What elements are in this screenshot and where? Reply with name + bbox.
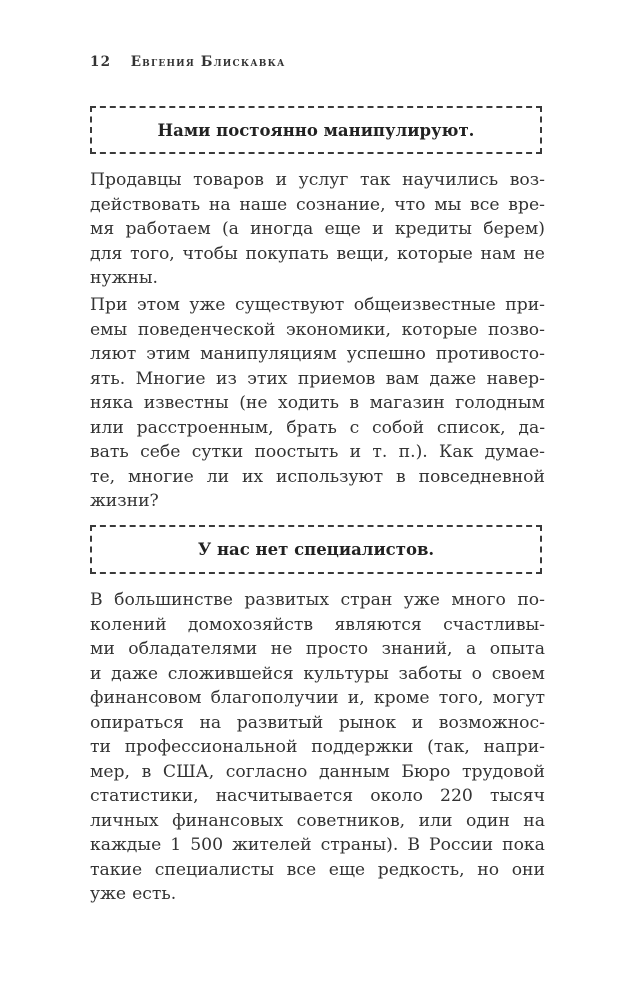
callout-heading-manipulation (90, 106, 542, 154)
word: знаний, (381, 639, 453, 659)
word: опыта (489, 639, 545, 659)
word: себе (140, 442, 181, 462)
callout-heading-text: У нас нет специалистов. (197, 540, 435, 559)
word: жителей (232, 835, 312, 855)
word: воз- (509, 170, 545, 190)
word: чтобы (182, 243, 238, 264)
text-line (90, 342, 545, 367)
word: этих (247, 368, 288, 389)
word: при- (505, 295, 545, 315)
word: п.). (398, 442, 428, 462)
word: известны (143, 393, 229, 413)
word: вам (385, 368, 420, 389)
running-header (90, 54, 286, 70)
word: и (90, 663, 102, 684)
word: собой (371, 417, 425, 438)
word: в (349, 393, 360, 413)
word: ти (90, 737, 111, 757)
word: насчитывается (215, 786, 354, 806)
word: и (372, 219, 384, 239)
word: еще (328, 859, 366, 880)
text-line (90, 809, 545, 834)
word: ляют (90, 344, 137, 364)
word: сутки (191, 442, 244, 462)
text-line (90, 416, 545, 441)
word: в (141, 761, 152, 782)
text-line (90, 193, 545, 218)
word: кроме (373, 688, 430, 708)
word: но (477, 859, 500, 880)
word: своем (491, 663, 545, 684)
word: даже (111, 663, 158, 684)
word: могут (492, 688, 545, 708)
word: расстроенным, (136, 417, 274, 438)
word: которые (396, 243, 473, 264)
word: В (407, 835, 420, 855)
word: возможнос- (438, 712, 545, 733)
word: жизни? (90, 491, 159, 511)
text-line (90, 662, 545, 687)
word: напри- (483, 737, 545, 757)
paragraph-developed-countries (90, 588, 545, 907)
word: (так, (427, 737, 470, 757)
word: счастливы- (443, 614, 545, 635)
word: и (349, 442, 362, 462)
word: сознание, (295, 194, 386, 215)
word: большинстве (114, 590, 233, 610)
word: думае- (484, 442, 545, 462)
word: являются (334, 614, 422, 635)
word: Как (439, 442, 474, 462)
word: США, (162, 761, 215, 782)
text-line (90, 367, 545, 392)
page-number: 12 (90, 54, 112, 70)
word: трудовой (461, 761, 545, 782)
word: действовать (90, 194, 201, 215)
word: ять. (90, 368, 126, 389)
text-line (90, 784, 545, 809)
word: пока (502, 835, 545, 855)
word: товаров (193, 170, 264, 190)
word: нам (480, 243, 516, 264)
word: Продавцы (90, 170, 182, 190)
word: тысяч (489, 786, 545, 806)
word: а (466, 639, 477, 659)
word: используют (276, 466, 384, 487)
word: один (465, 810, 510, 831)
word: В (90, 590, 103, 610)
word: колений (90, 614, 167, 635)
word: да- (518, 417, 545, 438)
word: заботы (398, 663, 462, 684)
text-line (90, 637, 545, 662)
word: 1 (170, 835, 182, 855)
word: благополучии (210, 688, 339, 708)
word: в (396, 466, 406, 487)
word: еще (324, 219, 361, 239)
paragraph-behavioral-economics (90, 293, 545, 514)
word: научились (402, 170, 499, 190)
word: о (471, 663, 483, 684)
word: Бюро (401, 761, 451, 782)
text-line (90, 293, 545, 318)
text-line (90, 882, 545, 907)
text-line (90, 391, 545, 416)
word: иногда (250, 219, 314, 239)
word: не (270, 639, 293, 659)
word: емы (90, 319, 128, 340)
word: берем) (483, 219, 545, 239)
word: около (370, 786, 423, 806)
word: ходить (278, 393, 339, 413)
text-line (90, 168, 545, 193)
word: и, (347, 688, 365, 708)
word: общеизвестные (353, 295, 496, 315)
text-line (90, 440, 545, 465)
word: многие (128, 466, 194, 487)
word: согласно (225, 761, 308, 782)
word: каждые (90, 835, 162, 855)
word: обладателями (128, 639, 258, 659)
word: список, (436, 417, 506, 438)
word: мя (90, 219, 115, 239)
word: няка (90, 393, 134, 413)
word: развитых (244, 590, 330, 610)
word: опираться (90, 712, 184, 733)
word: финансовых (172, 810, 284, 831)
word: такие (90, 859, 143, 880)
word: При (90, 295, 128, 315)
word: данным (318, 761, 390, 782)
word: рынок (338, 712, 397, 733)
text-line (90, 711, 545, 736)
word: т. (372, 442, 388, 462)
word: брать (286, 417, 337, 438)
word: много (451, 590, 506, 610)
word: 500 (190, 835, 224, 855)
word: России (429, 835, 494, 855)
word: на (199, 712, 222, 733)
word: успешно (346, 344, 426, 364)
word: на (208, 194, 231, 215)
word: так (360, 170, 391, 190)
text-line (90, 760, 545, 785)
word: советников, (296, 810, 406, 831)
word: приемов (297, 368, 376, 389)
word: для (90, 243, 123, 264)
author-name: Евгения Блискавка (130, 54, 286, 70)
word: мер, (90, 761, 131, 782)
word: вать (90, 442, 129, 462)
word: сложившейся (167, 663, 294, 684)
text-line (90, 833, 545, 858)
word: статистики, (90, 786, 199, 806)
word: стран (340, 590, 393, 610)
word: по- (517, 590, 545, 610)
text-line (90, 588, 545, 613)
word: и (275, 170, 288, 190)
word: манипуляциям (200, 344, 337, 364)
word: 220 (440, 786, 473, 806)
word: финансовом (90, 688, 202, 708)
word: есть. (132, 884, 177, 904)
word: поддержки (311, 737, 414, 757)
word: развитый (236, 712, 324, 733)
word: мы (434, 194, 462, 215)
text-line (90, 217, 545, 242)
word: противосто- (435, 344, 545, 364)
word: голодным (455, 393, 545, 413)
text-line (90, 858, 545, 883)
word: все (286, 859, 317, 880)
word: они (511, 859, 545, 880)
word: повседневной (418, 466, 545, 487)
word: Многие (135, 368, 206, 389)
callout-heading-text: Нами постоянно манипулируют. (157, 120, 475, 140)
word: услуг (298, 170, 349, 190)
word: или (90, 417, 124, 438)
word: уже (90, 884, 127, 904)
word: покупать (245, 243, 329, 264)
word: личных (90, 810, 159, 831)
word: вещи, (336, 243, 390, 264)
text-line (90, 318, 545, 343)
word: ли (206, 466, 230, 487)
word: существуют (234, 295, 345, 315)
word: или (418, 810, 453, 831)
word: магазин (369, 393, 445, 413)
word: того, (130, 243, 175, 264)
word: ми (90, 639, 115, 659)
word: поостыть (254, 442, 339, 462)
word: домохозяйств (187, 614, 314, 635)
word: и (411, 712, 424, 733)
word: уже (189, 295, 226, 315)
word: просто (305, 639, 369, 659)
word: кредиты (394, 219, 472, 239)
word: не (523, 243, 545, 264)
word: профессиональной (124, 737, 298, 757)
word: (а (221, 219, 239, 239)
word: наше (239, 194, 288, 215)
word: страны). (320, 835, 399, 855)
callout-heading-specialists (90, 525, 542, 574)
text-line (90, 465, 545, 490)
word: те, (90, 466, 116, 487)
word: навер- (486, 368, 545, 389)
word: экономики, (285, 319, 391, 340)
word: с (349, 417, 360, 438)
word: редкость, (377, 859, 465, 880)
word: этим (146, 344, 191, 364)
paragraph-sellers (90, 168, 545, 291)
word: на (523, 810, 545, 831)
text-line (90, 266, 545, 291)
word: их (241, 466, 264, 487)
word: все (470, 194, 500, 215)
word: специалисты (154, 859, 274, 880)
word: уже (403, 590, 440, 610)
text-line (90, 686, 545, 711)
word: которые (401, 319, 478, 340)
word: поведенческой (137, 319, 276, 340)
text-line (90, 242, 545, 267)
word: этом (136, 295, 180, 315)
word: нужны. (90, 268, 158, 288)
word: позво- (487, 319, 545, 340)
word: (не (239, 393, 268, 413)
word: что (394, 194, 426, 215)
word: того, (438, 688, 484, 708)
word: даже (429, 368, 477, 389)
word: культуры (303, 663, 389, 684)
text-line (90, 613, 545, 638)
word: вре- (508, 194, 545, 215)
word: из (215, 368, 237, 389)
text-line (90, 489, 545, 514)
text-line (90, 735, 545, 760)
word: работаем (125, 219, 211, 239)
